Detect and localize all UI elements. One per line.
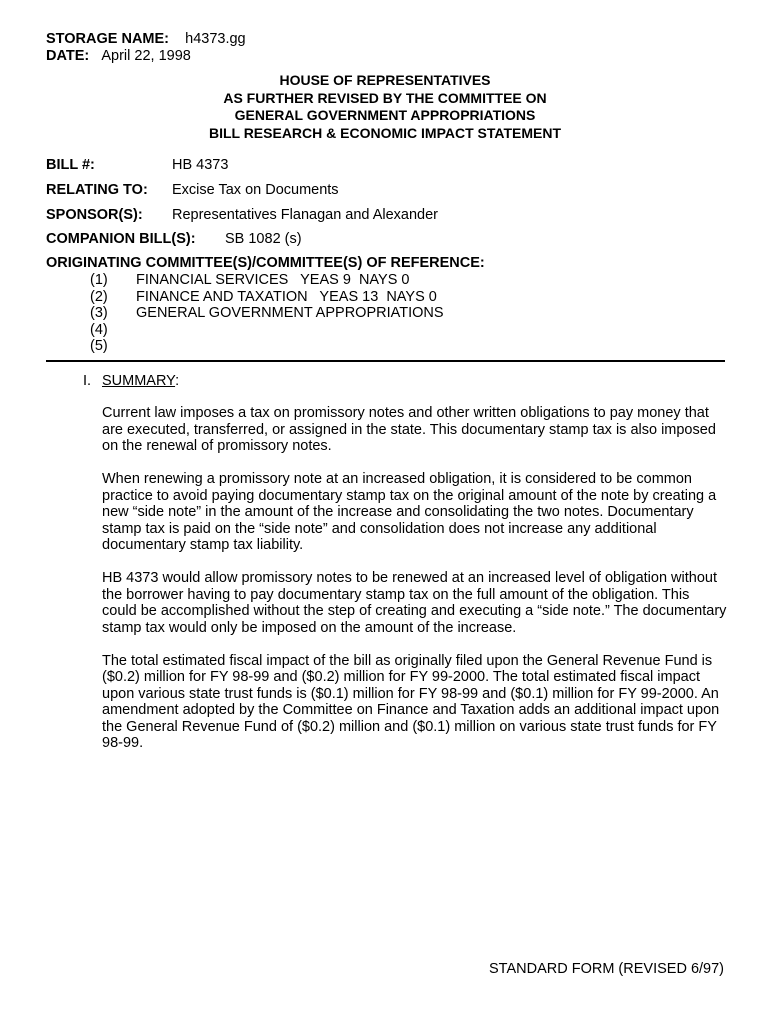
committee-number: (4) bbox=[90, 321, 108, 338]
title-line-4: BILL RESEARCH & ECONOMIC IMPACT STATEMENT bbox=[208, 124, 562, 141]
colon: : bbox=[84, 48, 90, 64]
committee-text: GENERAL GOVERNMENT APPROPRIATIONS bbox=[136, 305, 444, 321]
companion-bill-label: COMPANION BILL(S) bbox=[46, 231, 191, 247]
relating-to-label-wrap: RELATING TO: bbox=[46, 182, 148, 198]
section-number: I. bbox=[83, 373, 92, 389]
form-footer: STANDARD FORM (REVISED 6/97) bbox=[489, 961, 724, 977]
summary-heading: I. SUMMARY: bbox=[83, 373, 180, 389]
committee-text: FINANCE AND TAXATION YEAS 13 NAYS 0 bbox=[136, 288, 437, 305]
committee-number: (1) bbox=[90, 272, 108, 288]
title-line-1: HOUSE OF REPRESENTATIVES bbox=[279, 72, 491, 88]
sponsor-value: Representatives Flanagan and Alexander bbox=[172, 207, 439, 223]
title-line-3: GENERAL GOVERNMENT APPROPRIATIONS bbox=[234, 107, 536, 123]
document-title bbox=[0, 72, 770, 142]
committee-number: (2) bbox=[90, 288, 108, 305]
committee-number: (3) bbox=[90, 305, 108, 321]
storage-name-line bbox=[46, 31, 246, 48]
storage-name-value: h4373.gg bbox=[185, 31, 246, 47]
committee-item bbox=[90, 322, 444, 339]
committee-item bbox=[90, 305, 444, 322]
storage-name-label: STORAGE NAME bbox=[46, 31, 165, 47]
section-divider bbox=[46, 360, 725, 362]
bill-number-field bbox=[46, 157, 228, 174]
companion-bill-field bbox=[46, 231, 302, 248]
relating-to-label: RELATING TO bbox=[46, 182, 143, 198]
committee-item bbox=[90, 272, 444, 289]
committees-heading-text: ORIGINATING COMMITTEE(S)/COMMITTEE(S) OF REFERENCE bbox=[46, 255, 480, 271]
summary-heading-text: SUMMARY bbox=[102, 373, 176, 389]
sponsor-label-wrap: SPONSOR(S): bbox=[46, 207, 143, 223]
committee-number: (5) bbox=[90, 338, 108, 354]
summary-paragraph: HB 4373 would allow promissory notes to be renewed at an increased level of obligation without the borrower having to pay documentary stamp tax on the full amount of the obligation. This could be accomplished without the step of creating and executing a “side note.” The documentary stamp tax would only be imposed on the amount of the increase. bbox=[102, 570, 727, 636]
bill-number-label-wrap: BILL #: bbox=[46, 157, 95, 173]
committees-heading: ORIGINATING COMMITTEE(S)/COMMITTEE(S) OF REFERENCE: bbox=[46, 255, 485, 271]
summary-paragraph: Current law imposes a tax on promissory notes and other written obligations to pay money that are executed, transferred, or assigned in the state. This documentary stamp tax is also imposed on the renewal of promissory notes. bbox=[102, 405, 716, 454]
committee-text: FINANCIAL SERVICES YEAS 9 NAYS 0 bbox=[136, 272, 410, 288]
summary-paragraph: When renewing a promissory note at an increased obligation, it is considered to be common practice to avoid paying documentary stamp tax on the original amount of the note by creating a new “side note” in the amount of the increase and consolidating the two notes. Documentary stamp tax is paid on the “side note” and consolidation does not increase any additional documentary stamp tax liability. bbox=[102, 471, 717, 553]
bill-number-label: BILL # bbox=[46, 157, 91, 173]
date-value: April 22, 1998 bbox=[101, 48, 191, 64]
committee-item bbox=[90, 289, 444, 306]
bill-number-value: HB 4373 bbox=[172, 157, 229, 173]
sponsor-label: SPONSOR(S) bbox=[46, 207, 138, 223]
sponsor-field bbox=[46, 207, 438, 224]
date-label: DATE bbox=[46, 48, 85, 64]
committee-item bbox=[90, 338, 444, 355]
companion-bill-value: SB 1082 (s) bbox=[225, 231, 302, 247]
colon: : bbox=[164, 31, 170, 47]
relating-to-value: Excise Tax on Documents bbox=[172, 182, 339, 198]
committee-list bbox=[90, 272, 444, 355]
summary-body bbox=[102, 405, 727, 768]
title-line-2: AS FURTHER REVISED BY THE COMMITTEE ON bbox=[223, 89, 547, 106]
summary-paragraph: The total estimated fiscal impact of the bill as originally filed upon the General Revenue Fund is ($0.2) million for FY 98-99 and ($0.2) million for FY 99-2000. The total estimated fiscal impact upon various state trust funds is ($0.1) million for FY 98-99 and ($0.1) million for FY 99-2000. An amendment adopted by the Committee on Finance and Taxation adds an additional impact upon the General Revenue Fund of ($0.2) million and ($0.1) million on various state trust funds for FY 98-99. bbox=[102, 652, 720, 751]
relating-to-field bbox=[46, 182, 339, 199]
date-line bbox=[46, 48, 191, 65]
companion-bill-label-wrap: COMPANION BILL(S): bbox=[46, 231, 196, 247]
